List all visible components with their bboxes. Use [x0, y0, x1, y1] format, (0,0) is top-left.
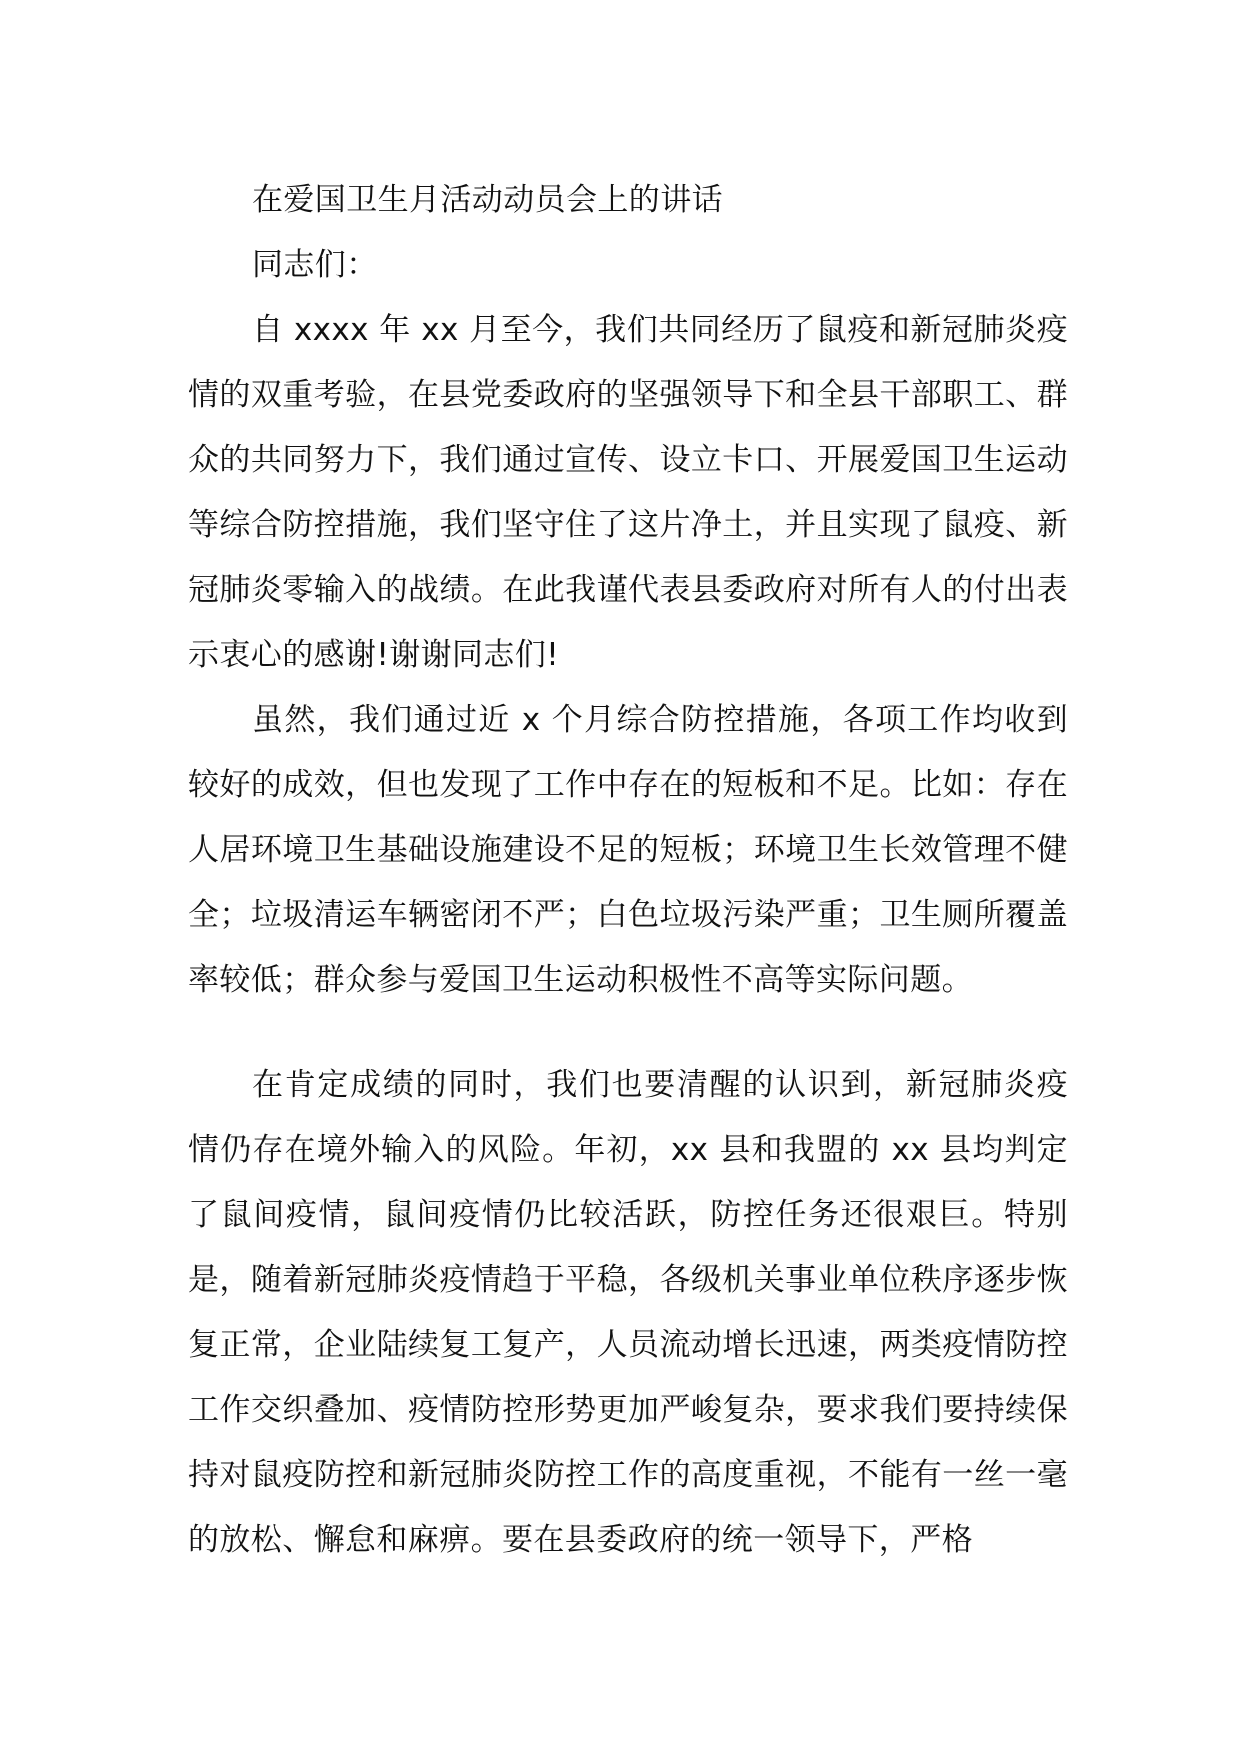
paragraph-3: 在肯定成绩的同时，我们也要清醒的认识到，新冠肺炎疫情仍存在境外输入的风险。年初，xx 县和我盟的 xx 县均判定了鼠间疫情，鼠间疫情仍比较活跃，防控任务还很艰巨。特别是，随着新冠肺炎疫情趋于平稳，各级机关事业单位秩序逐步恢复正常，企业陆续复工复产，人员流动增长迅速，两类疫情防控工作交织叠加、疫情防控形势更加严峻复杂，要求我们要持续保持对鼠疫防控和新冠肺炎防控工作的高度重视，不能有一丝一毫的放松、懈怠和麻痹。要在县委政府的统一领导下，严格 — [188, 1067, 1068, 1558]
paragraph-2: 虽然，我们通过近 x 个月综合防控措施，各项工作均收到较好的成效，但也发现了工作中存在的短板和不足。比如：存在人居环境卫生基础设施建设不足的短板；环境卫生长效管理不健全；垃圾清运车辆密闭不严；白色垃圾污染严重；卫生厕所覆盖率较低；群众参与爱国卫生运动积极性不高等实际问题。 — [188, 702, 1068, 998]
paragraph-1: 自 xxxx 年 xx 月至今，我们共同经历了鼠疫和新冠肺炎疫情的双重考验，在县党委政府的坚强领导下和全县干部职工、群众的共同努力下，我们通过宣传、设立卡口、开展爱国卫生运动等综合防控措施，我们坚守住了这片净土，并且实现了鼠疫、新冠肺炎零输入的战绩。在此我谨代表县委政府对所有人的付出表示衷心的感谢!谢谢同志们! — [188, 312, 1068, 673]
document-title: 在爱国卫生月活动动员会上的讲话 — [252, 182, 723, 218]
document-body — [188, 168, 1068, 1573]
salutation: 同志们： — [252, 247, 378, 283]
